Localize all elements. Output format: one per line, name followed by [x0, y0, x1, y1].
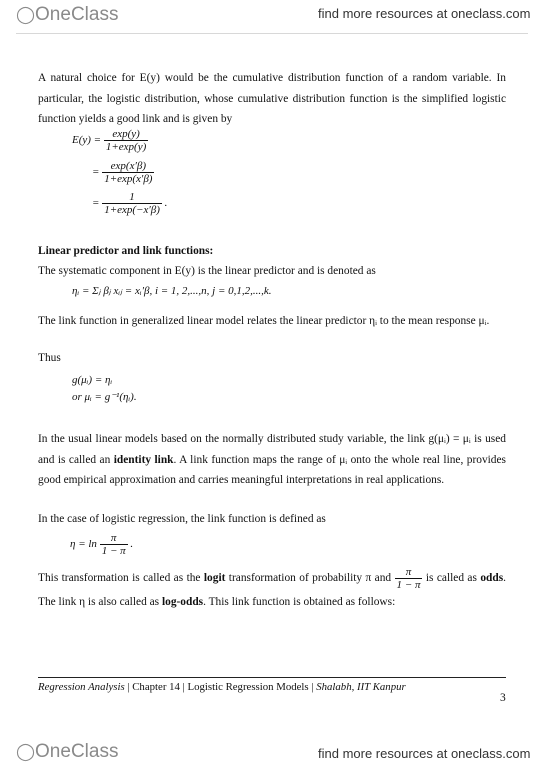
- footer-separator: |: [124, 681, 133, 693]
- odds-term: odds: [480, 572, 504, 585]
- eq-denominator: 1 − π: [396, 579, 421, 591]
- eq-equals: =: [92, 197, 100, 210]
- identity-text-after: . A link function maps the range of μᵢ onto the whole real line, provides good empirical approximation and carries meaningful interpretations in real applications.: [38, 453, 506, 486]
- footer-author: Shalabh, IIT Kanpur: [316, 681, 406, 693]
- logit-fraction: [100, 532, 128, 557]
- eq-equals: =: [92, 166, 100, 179]
- link-function-paragraph: The link function in generalized linear model relates the linear predictor ηᵢ to the mean response μᵢ.: [38, 315, 490, 327]
- thus-equation-1: g(μᵢ) = ηᵢ: [72, 374, 113, 386]
- oneclass-logo-bottom[interactable]: [16, 741, 118, 763]
- eq-denominator: 1+exp(y): [105, 141, 147, 153]
- logit-text-3: is called as: [422, 572, 481, 585]
- logistic-link-paragraph: In the case of logistic regression, the link function is defined as: [38, 513, 326, 525]
- eq-period: .: [164, 197, 168, 210]
- oneclass-logo-icon: ◯: [16, 742, 35, 762]
- logistic-cdf-equation-2: [92, 160, 154, 185]
- identity-link-paragraph: [38, 429, 506, 491]
- identity-link-term: identity link: [113, 453, 174, 466]
- eq-fraction-3: [102, 191, 162, 216]
- footer-topic: Logistic Regression Models: [187, 681, 309, 693]
- page-footer: [38, 681, 406, 693]
- oneclass-logo[interactable]: [16, 4, 118, 26]
- logit-equation: [70, 532, 133, 557]
- eq-denominator: 1+exp(x′β): [104, 173, 153, 185]
- section-heading: Linear predictor and link functions:: [38, 245, 214, 257]
- linear-predictor-paragraph: The systematic component in E(y) is the linear predictor and is denoted as: [38, 265, 376, 277]
- find-resources-link[interactable]: find more resources at oneclass.com: [318, 6, 531, 21]
- odds-fraction: [395, 566, 423, 591]
- find-resources-link-bottom[interactable]: find more resources at oneclass.com: [318, 746, 531, 761]
- eq-numerator: exp(x′β): [110, 160, 146, 172]
- eq-period: .: [130, 538, 134, 551]
- eq-fraction-2: [102, 160, 154, 185]
- header-divider: [16, 33, 528, 34]
- eq-fraction-1: [104, 128, 148, 153]
- eq-lhs: E(y) =: [72, 134, 102, 147]
- linear-predictor-equation: ηᵢ = Σⱼ βⱼ xᵢⱼ = xᵢ′β, i = 1, 2,...,n, j = 0,1,2,...,k.: [72, 285, 272, 297]
- footer-course: Regression Analysis: [38, 681, 125, 693]
- thus-label: Thus: [38, 352, 61, 364]
- logit-transformation-paragraph: [38, 566, 506, 614]
- eq-numerator: exp(y): [112, 128, 140, 140]
- page-number: 3: [500, 692, 506, 704]
- eq-numerator: 1: [129, 191, 135, 203]
- footer-divider: [38, 677, 506, 678]
- footer-chapter: Chapter 14: [132, 681, 180, 693]
- log-odds-term: log-odds: [161, 596, 204, 608]
- logit-term: logit: [203, 572, 226, 585]
- eq-numerator: π: [405, 566, 412, 578]
- footer-separator: |: [179, 681, 188, 693]
- oneclass-logo-text: OneClass: [35, 4, 119, 25]
- eq-denominator: 1+exp(−x′β): [104, 204, 160, 216]
- thus-equation-2: or μᵢ = g⁻¹(ηᵢ).: [72, 391, 137, 403]
- logit-text-4: . The link η is also called as: [38, 572, 506, 608]
- intro-paragraph: A natural choice for E(y) would be the cumulative distribution function of a random variable. In particular, the logistic distribution, whose cumulative distribution function is the simplified logistic function yields a good link and is given by: [38, 72, 506, 125]
- logistic-cdf-equation-3: [92, 191, 167, 216]
- logit-eq-lhs: η = ln: [70, 538, 97, 551]
- logistic-cdf-equation-1: [72, 128, 148, 153]
- logit-text-5: . This link function is obtained as follows:: [203, 596, 396, 608]
- footer-separator: |: [308, 681, 317, 693]
- oneclass-logo-icon: ◯: [16, 5, 35, 25]
- logit-text-1: This transformation is called as the: [38, 572, 204, 585]
- oneclass-logo-text: OneClass: [35, 741, 119, 762]
- logit-text-2: transformation of probability π and: [225, 572, 395, 585]
- identity-text-before: In the usual linear models based on the normally distributed study variable, the link g(μᵢ) = μᵢ is used and is called an: [38, 433, 506, 466]
- eq-denominator: 1 − π: [101, 545, 126, 557]
- eq-numerator: π: [110, 532, 117, 544]
